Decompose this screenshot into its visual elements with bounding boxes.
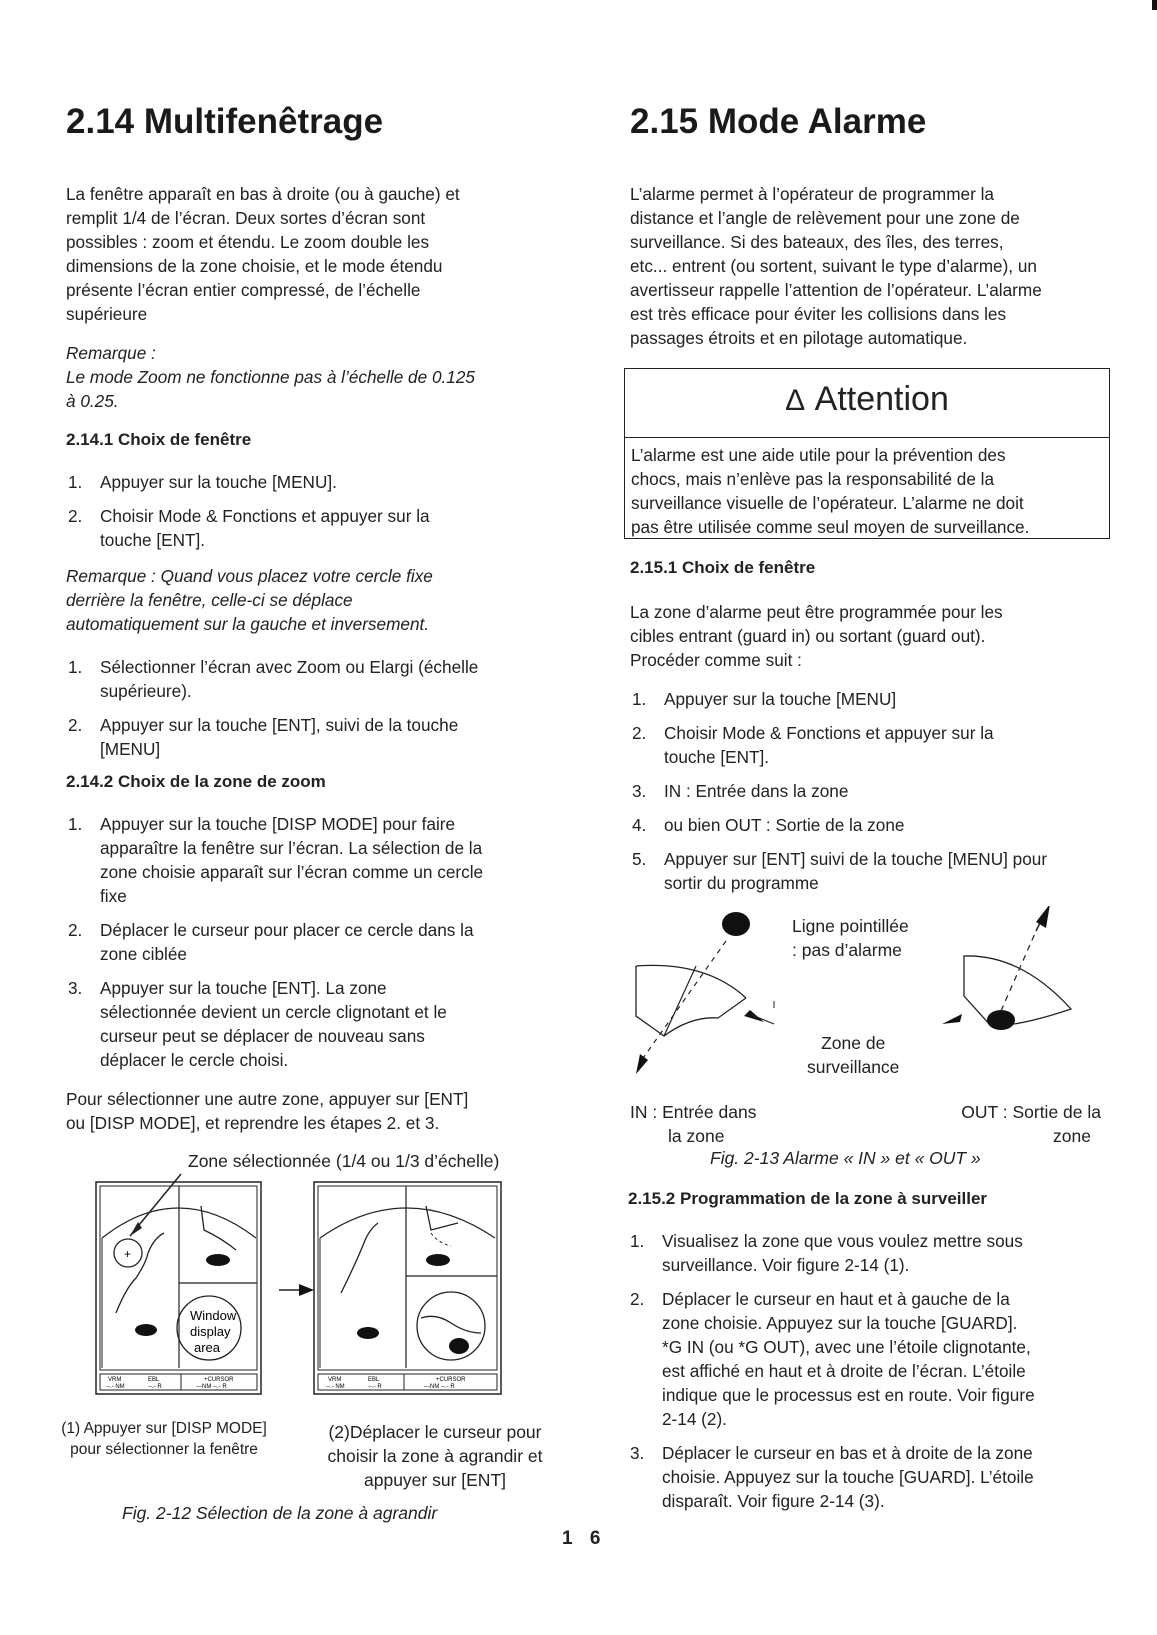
- in-zone-diagram: [636, 912, 774, 1074]
- svg-text:+: +: [124, 1247, 132, 1261]
- out-zone-diagram: [942, 906, 1071, 1030]
- subsection-title-alarme-fenetre: 2.15.1 Choix de fenêtre: [630, 558, 816, 577]
- fig-in-label: IN : Entrée dans la zone: [630, 1102, 757, 1146]
- remark-cercle-fixe: Remarque : Quand vous placez votre cercle fixe derrière la fenêtre, celle-ci se déplace automatiquement sur la gauche et inversement.: [66, 566, 433, 634]
- figure-caption-2-13: Fig. 2-13 Alarme « IN » et « OUT »: [710, 1148, 981, 1168]
- list-item: 2. Appuyer sur la touche [ENT], suivi de la touche [MENU]: [68, 715, 459, 759]
- list-item: 3. Déplacer le curseur en bas et à droite de la zone choisie. Appuyez sur la touche [GUARD]. L’étoile disparaît. Voir figure 2-14 (3).: [630, 1443, 1034, 1511]
- screen-2: [314, 1182, 501, 1394]
- steps-zone-zoom: [66, 812, 556, 1072]
- intro-paragraph: La fenêtre apparaît en bas à droite (ou à gauche) et remplit 1/4 de l’écran. Deux sortes d’écran sont possibles : zoom et étendu. Le zoom double les dimensions de la zone choisie, et le mode étendu présente l’écran entier compressé, de l’échelle supérieure: [66, 184, 460, 324]
- list-item: 4. ou bien OUT : Sortie de la zone: [632, 815, 905, 835]
- fig-dotted-line-label: Ligne pointillée : pas d’alarme: [792, 916, 909, 960]
- section-title-multifenetrage: 2.14 Multifenêtrage: [66, 102, 384, 141]
- list-item: 1. Visualisez la zone que vous voulez mettre sous surveillance. Voir figure 2-14 (1).: [630, 1231, 1023, 1275]
- status-ebl: EBL: [148, 1377, 160, 1383]
- fig-caption-step-2: (2)Déplacer le curseur pour choisir la zone à agrandir et appuyer sur [ENT]: [327, 1422, 543, 1490]
- fig-zone-label: Zone sélectionnée (1/4 ou 1/3 d’échelle): [188, 1151, 500, 1171]
- attention-heading: [625, 373, 1109, 433]
- target-blob: [722, 912, 750, 936]
- alarm-zone-intro: La zone d’alarme peut être programmée pour les cibles entrant (guard in) ou sortant (guard out). Procéder comme suit :: [630, 602, 1003, 670]
- screen-1: [96, 1182, 261, 1394]
- status-vrm: VRM: [328, 1377, 342, 1383]
- alarm-intro-paragraph: L’alarme permet à l’opérateur de programmer la distance et l’angle de relèvement pour une zone de surveillance. Si des bateaux, des îles, des terres, etc... entrent (ou sortent, suivant le type d’alarme), un avertisseur rappelle l’attention de l’opérateur. L’alarme est très efficace pour éviter les collisions dans les passages étroits et en pilotage automatique.: [630, 184, 1042, 348]
- target-blob: [987, 1010, 1015, 1030]
- status-nm: --.- NM: [106, 1384, 125, 1390]
- fig-zone-surveillance-label: Zone de surveillance: [807, 1033, 900, 1077]
- list-item: 1. Appuyer sur la touche [MENU]: [632, 689, 897, 709]
- target-blob: [206, 1254, 230, 1266]
- fig-caption-step-1: (1) Appuyer sur [DISP MODE] pour sélectionner la fenêtre: [61, 1420, 267, 1458]
- page-number: 1 6: [562, 1528, 607, 1549]
- list-item: 1. Sélectionner l’écran avec Zoom ou Elargi (échelle supérieure).: [68, 657, 479, 701]
- list-item: 1. Appuyer sur la touche [DISP MODE] pour faire apparaître la fenêtre sur l’écran. La sélection de la zone choisie apparaît sur l’écran comme un cercle fixe: [68, 814, 484, 906]
- figure-2-12: [86, 1168, 566, 1408]
- steps-alarme: [630, 687, 1110, 895]
- status-vrm: VRM: [108, 1377, 122, 1383]
- status-r: --.- R: [148, 1384, 162, 1390]
- window-label-line: area: [194, 1340, 221, 1355]
- list-item: 3. Appuyer sur la touche [ENT]. La zone sélectionnée devient un cercle clignotant et le curseur peut se déplacer de nouveau sans déplacer le cercle choisi.: [68, 978, 447, 1070]
- list-item: 2. Choisir Mode & Fonctions et appuyer sur la touche [ENT].: [68, 506, 430, 550]
- window-label-line: display: [190, 1324, 231, 1339]
- list-item: 2. Déplacer le curseur en haut et à gauche de la zone choisie. Appuyez sur la touche [GUARD]. *G IN (ou *G OUT), avec une l’étoile clignotante, est affiché en haut et à droite de l’écran. L’étoile indique que le processus est en route. Voir figure 2-14 (2).: [630, 1289, 1035, 1429]
- subsection-title-programmation: 2.15.2 Programmation de la zone à surveiller: [628, 1189, 988, 1208]
- list-item: 5. Appuyer sur [ENT] suivi de la touche [MENU] pour sortir du programme: [632, 849, 1048, 893]
- arrow-right-icon: [279, 1284, 314, 1296]
- attention-box: [624, 368, 1110, 539]
- list-item: 2. Choisir Mode & Fonctions et appuyer sur la touche [ENT].: [632, 723, 994, 767]
- target-blob: [357, 1327, 379, 1339]
- steps-choix-fenetre: [66, 470, 556, 552]
- status-nm2: ---NM --.- R: [424, 1384, 455, 1390]
- subsection-title-choix-fenetre: 2.14.1 Choix de fenêtre: [66, 430, 252, 449]
- figure-caption-2-12: Fig. 2-12 Sélection de la zone à agrandir: [122, 1503, 438, 1523]
- status-r: --.- R: [368, 1384, 382, 1390]
- attention-text: L’alarme est une aide utile pour la prévention des chocs, mais n’enlève pas la responsabilité de la surveillance visuelle de l’opérateur. L’alarme ne doit pas être utilisée comme seul moyen de surveillance.: [631, 445, 1030, 537]
- status-ebl: EBL: [368, 1377, 380, 1383]
- target-blob: [449, 1338, 469, 1354]
- status-cursor: +CURSOR: [204, 1377, 234, 1383]
- warning-triangle-icon: Δ: [785, 384, 806, 417]
- list-item: 1. Appuyer sur la touche [MENU].: [68, 472, 337, 492]
- section-title-mode-alarme: 2.15 Mode Alarme: [630, 102, 927, 141]
- status-nm: --.- NM: [326, 1384, 345, 1390]
- target-blob: [426, 1254, 450, 1266]
- attention-title: Attention: [814, 380, 949, 418]
- steps-selection-ecran: [66, 655, 556, 761]
- status-cursor: +CURSOR: [436, 1377, 466, 1383]
- status-nm2: ---NM --.- R: [196, 1384, 227, 1390]
- fig-out-label: OUT : Sortie de la zone: [961, 1102, 1101, 1146]
- scan-mark: [1152, 0, 1157, 10]
- steps-programmation: [628, 1229, 1110, 1513]
- outro-paragraph: Pour sélectionner une autre zone, appuyer sur [ENT] ou [DISP MODE], et reprendre les étapes 2. et 3.: [66, 1089, 469, 1133]
- list-item: 2. Déplacer le curseur pour placer ce cercle dans la zone ciblée: [68, 920, 474, 964]
- window-label-line: Window: [190, 1308, 237, 1323]
- remark-zoom: Remarque : Le mode Zoom ne fonctionne pas à l’échelle de 0.125 à 0.25.: [66, 343, 475, 411]
- subsection-title-zone-zoom: 2.14.2 Choix de la zone de zoom: [66, 772, 326, 791]
- list-item: 3. IN : Entrée dans la zone: [632, 781, 849, 801]
- target-blob: [135, 1324, 157, 1336]
